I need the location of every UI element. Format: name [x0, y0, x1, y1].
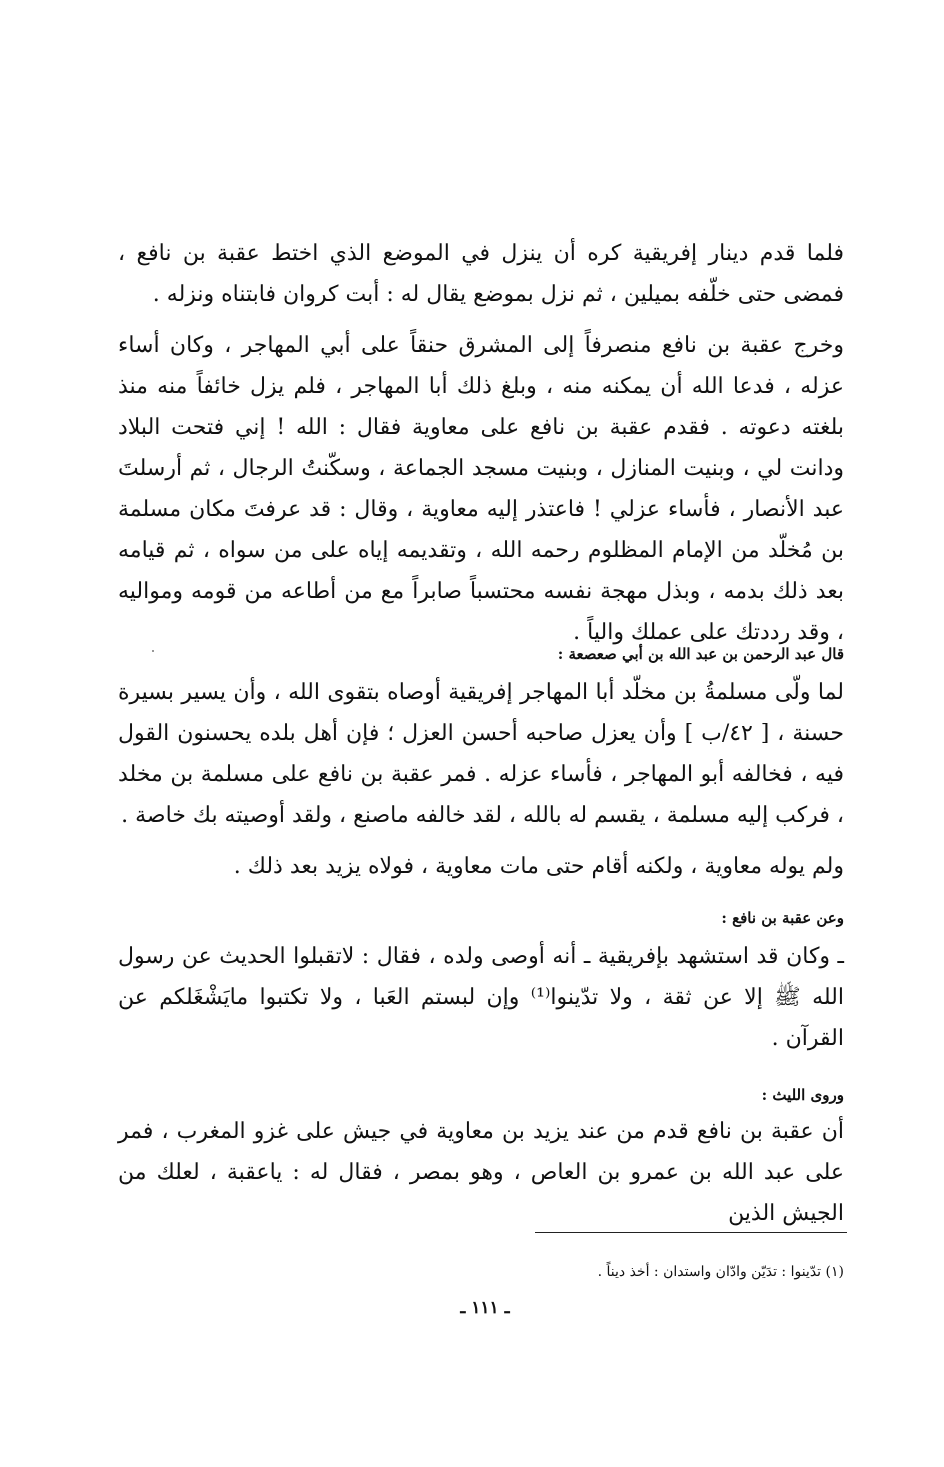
page-number: ـ ١١١ ـ	[460, 1298, 510, 1318]
section-heading-2: قال عبد الرحمن بن عبد الله بن أبي صعصعة :	[557, 645, 844, 663]
section-heading-3: وعن عقبة بن نافع :	[721, 909, 844, 927]
paragraph-6: أن عقبة بن نافع قدم من عند يزيد بن معاوية في جيش على غزو المغرب ، فمر على عبد الله بن عمرو بن العاص ، وهو بمصر ، فقال له : ياعقبة ، لعلك من الجيش الذين	[118, 1119, 844, 1226]
paragraph-5: ـ وكان قد استشهد بإفريقية ـ أنه أوصى ولده ، فقال : لاتقبلوا الحديث عن رسول الله ﷺ إلا عن ثقة ، ولا تدّينوا⁽¹⁾ وإن لبستم العَبا ، ولا تكتبوا مايَشْغَلكم عن القرآن .	[118, 944, 844, 1051]
footnote: (١) تدّينوا : تدَيّن وادّان واستدان : أخذ ديناً .	[597, 1264, 844, 1280]
paragraph-1: فلما قدم دينار إفريقية كره أن ينزل في الموضع الذي اختط عقبة بن نافع ، فمضى حتى خلّفه بميلين ، ثم نزل بموضع يقال له : أبت كروان فابتناه ونزله .	[118, 241, 844, 307]
footnote-divider	[535, 1232, 847, 1233]
paragraph-4: ولم يوله معاوية ، ولكنه أقام حتى مات معاوية ، فولاه يزيد بعد ذلك .	[233, 854, 844, 879]
main-text-section-3	[118, 906, 844, 1059]
main-text-section-2	[118, 642, 844, 887]
main-text-section-4	[118, 1083, 844, 1234]
paragraph-2: وخرج عقبة بن نافع منصرفاً إلى المشرق حنقاً على أبي المهاجر ، وكان أساء عزله ، فدعا الله أن يمكنه منه ، وبلغ ذلك أبا المهاجر ، فلم يزل خائفاً منه منذ بلغته دعوته . فقدم عقبة بن نافع على معاوية فقال : الله ! إني فتحت البلاد ودانت لي ، وبنيت المنازل ، وبنيت مسجد الجماعة ، وسكّنتُ الرجال ، ثم أرسلتَ عبد الأنصار ، فأساء عزلي ! فاعتذر إليه معاوية ، وقال : قد عرفتَ مكان مسلمة بن مُخلّد من الإمام المظلوم رحمه الله ، وتقديمه إياه على من سواه ، ثم قيامه بعد ذلك بدمه ، وبذل مهجة نفسه محتسباً صابراً مع من أطاعه من قومه ومواليه ، وقد رددتك على عملك والياً .	[118, 333, 844, 645]
section-heading-4: وروى الليث :	[761, 1086, 844, 1104]
main-text-section-1	[118, 233, 844, 653]
paragraph-3: لما ولّى مسلمةُ بن مخلّد أبا المهاجر إفريقية أوصاه بتقوى الله ، وأن يسير بسيرة حسنة ، [ ٤٢/ب ] وأن يعزل صاحبه أحسن العزل ؛ فإن أهل بلده يحسنون القول فيه ، فخالفه أبو المهاجر ، فأساء عزله . فمر عقبة بن نافع على مسلمة بن مخلد ، فركب إليه مسلمة ، يقسم له بالله ، لقد خالفه ماصنع ، ولقد أوصيته بك خاصة .	[118, 680, 844, 828]
